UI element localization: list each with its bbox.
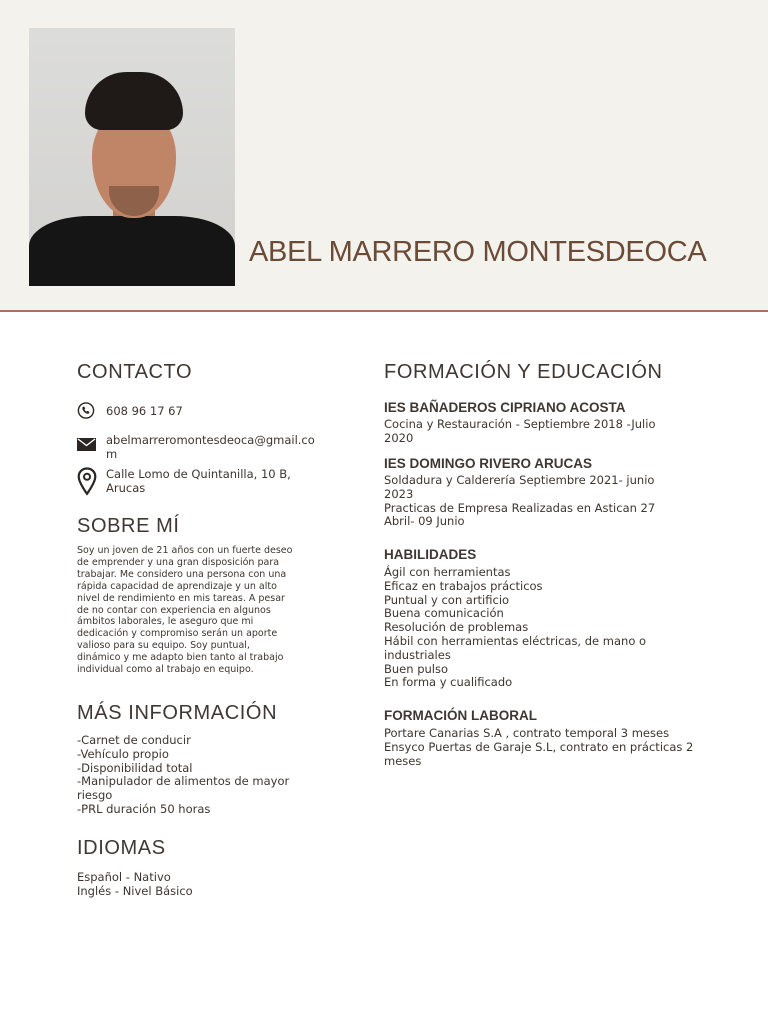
email-address[interactable]: abelmarreromontesdeoca@gmail.co m bbox=[106, 433, 315, 461]
more-info-item: riesgo bbox=[77, 788, 113, 803]
school-2-details bbox=[384, 474, 655, 529]
about-line: dinámico y me adapto bien tanto al trabajo bbox=[77, 652, 284, 664]
school-2-line: Soldadura y Calderería Septiembre 2021- junio bbox=[384, 473, 655, 487]
school-1-line: 2020 bbox=[384, 430, 414, 445]
skills-list bbox=[384, 566, 646, 690]
work-heading: FORMACIÓN LABORAL bbox=[384, 708, 537, 723]
about-line: de no contar con experiencia en algunos bbox=[77, 604, 271, 616]
about-line: individual como al trabajo en equipo. bbox=[77, 664, 254, 676]
candidate-name: ABEL MARRERO MONTESDEOCA bbox=[249, 236, 707, 268]
contact-heading: CONTACTO bbox=[77, 361, 193, 383]
language-item: Inglés - Nivel Básico bbox=[77, 883, 193, 898]
header-band bbox=[0, 0, 768, 312]
school-1-line: Cocina y Restauración - Septiembre 2018 -Julio bbox=[384, 417, 656, 431]
about-line: ámbitos laborales, le aseguro que mi bbox=[77, 616, 254, 628]
skill-item: Resolución de problemas bbox=[384, 620, 529, 635]
languages-heading: IDIOMAS bbox=[77, 837, 166, 859]
skill-item: Ágil con herramientas bbox=[384, 565, 511, 579]
school-2-name: IES DOMINGO RIVERO ARUCAS bbox=[384, 456, 593, 471]
profile-photo bbox=[29, 28, 235, 286]
about-line: valioso para su equipo. Soy puntual, bbox=[77, 640, 250, 652]
location-pin-icon bbox=[77, 467, 97, 500]
phone-number[interactable]: 608 96 17 67 bbox=[106, 404, 183, 418]
skill-item: Puntual y con artificio bbox=[384, 592, 510, 607]
more-info-item: -PRL duración 50 horas bbox=[77, 801, 211, 816]
about-line: de emprender y una gran disposición para bbox=[77, 556, 280, 568]
more-info-item: -Disponibilidad total bbox=[77, 760, 193, 775]
education-heading: FORMACIÓN Y EDUCACIÓN bbox=[384, 361, 663, 383]
work-item: Portare Canarias S.A , contrato temporal 3 meses bbox=[384, 726, 670, 740]
skill-item: Eficaz en trabajos prácticos bbox=[384, 578, 543, 593]
more-info-item: -Manipulador de alimentos de mayor bbox=[77, 774, 290, 789]
work-list bbox=[384, 727, 693, 768]
skill-item: En forma y cualificado bbox=[384, 675, 513, 690]
about-line: dedicación y compromiso serán un aporte bbox=[77, 628, 278, 640]
skills-heading: HABILIDADES bbox=[384, 547, 477, 562]
school-2-line: Practicas de Empresa Realizadas en Astican 27 bbox=[384, 500, 656, 515]
about-line: trabajar. Me considero una persona con una bbox=[77, 568, 287, 580]
more-info-list bbox=[77, 734, 289, 817]
phone-icon bbox=[77, 402, 95, 423]
school-1-name: IES BAÑADEROS CIPRIANO ACOSTA bbox=[384, 400, 626, 415]
address: Calle Lomo de Quintanilla, 10 B, Arucas bbox=[106, 467, 291, 495]
about-heading: SOBRE MÍ bbox=[77, 515, 180, 537]
school-2-line: 2023 bbox=[384, 486, 414, 501]
about-text bbox=[77, 545, 292, 676]
school-2-line: Abril- 09 Junio bbox=[384, 514, 465, 529]
work-item: meses bbox=[384, 753, 422, 768]
skill-item: Buen pulso bbox=[384, 661, 449, 676]
more-info-heading: MÁS INFORMACIÓN bbox=[77, 702, 278, 724]
more-info-item: -Vehículo propio bbox=[77, 746, 169, 761]
more-info-item: -Carnet de conducir bbox=[77, 733, 191, 747]
languages-list bbox=[77, 871, 193, 899]
about-line: nivel de rendimiento en mis tareas. A pesar bbox=[77, 592, 285, 604]
school-1-details bbox=[384, 418, 655, 446]
skill-item: Buena comunicación bbox=[384, 606, 504, 621]
about-line: rápida capacidad de aprendizaje y un alto bbox=[77, 580, 277, 592]
work-item: Ensyco Puertas de Garaje S.L, contrato en prácticas 2 bbox=[384, 739, 694, 754]
skill-item: Hábil con herramientas eléctricas, de mano o bbox=[384, 633, 647, 648]
mail-icon bbox=[77, 436, 96, 455]
skill-item: industriales bbox=[384, 647, 451, 662]
language-item: Español - Nativo bbox=[77, 870, 171, 884]
about-line: Soy un joven de 21 años con un fuerte deseo bbox=[77, 545, 293, 556]
